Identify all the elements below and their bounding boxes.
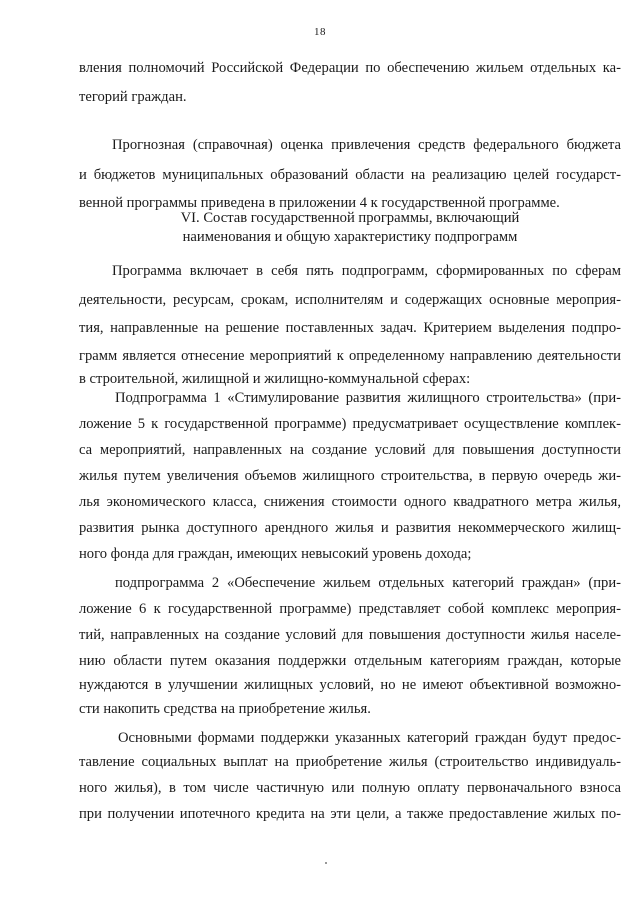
text-line: лья экономического класса, снижения стоимости одного квадратного метра жилья, — [79, 494, 621, 510]
text-line: Подпрограмма 1 «Стимулирование развития жилищного строительства» (при- — [115, 390, 621, 406]
text-line: в строительной, жилищной и жилищно-коммунальной сферах: — [79, 371, 471, 387]
section-heading-line-2: наименования и общую характеристику подпрограмм — [182, 229, 518, 245]
text-line: вления полномочий Российской Федерации по обеспечению жильем отдельных ка- — [79, 60, 621, 76]
text-line: нию области путем оказания поддержки отдельным категориям граждан, которые — [79, 653, 621, 669]
text-line: грамм является отнесение мероприятий к определенному направлению деятельности — [79, 348, 621, 364]
text-line: Основными формами поддержки указанных категорий граждан будут предос- — [118, 730, 621, 746]
text-line: венной программы приведена в приложении 4 к государственной программе. — [79, 195, 560, 211]
scan-speck — [325, 862, 327, 864]
text-line: нуждаются в улучшении жилищных условий, но не имеют объективной возможно- — [79, 677, 621, 693]
text-line: Прогнозная (справочная) оценка привлечения средств федерального бюджета — [112, 137, 621, 153]
text-line: при получении ипотечного кредита на эти цели, а также предоставление жилых по- — [79, 806, 621, 822]
text-line: ложение 6 к государственной программе) представляет собой комплекс мероприя- — [79, 601, 621, 617]
text-line: жилья путем увеличения объемов жилищного строительства, в первую очередь жи- — [79, 468, 621, 484]
text-line: сти накопить средства на приобретение жилья. — [79, 701, 371, 717]
text-line: ного жилья), в том числе частичную или полную оплату первоначального взноса — [79, 780, 621, 796]
text-line: ложение 5 к государственной программе) предусматривает осуществление комплек- — [79, 416, 621, 432]
text-line: развития рынка доступного арендного жилья и развития некоммерческого жилищ- — [79, 520, 621, 536]
text-line: Программа включает в себя пять подпрограмм, сформированных по сферам — [112, 263, 621, 279]
text-line: подпрограмма 2 «Обеспечение жильем отдельных категорий граждан» (при- — [115, 575, 621, 591]
text-line: тегорий граждан. — [79, 89, 187, 105]
text-line: ного фонда для граждан, имеющих невысокий уровень дохода; — [79, 546, 472, 562]
text-line: са мероприятий, направленных на создание условий для повышения доступности — [79, 442, 621, 458]
text-line: тавление социальных выплат на приобретение жилья (строительство индивидуаль- — [79, 754, 621, 770]
text-line: тий, направленных на создание условий для повышения доступности жилья населе- — [79, 627, 621, 643]
section-heading-line-1: VI. Состав государственной программы, включающий — [180, 210, 520, 226]
page-number: 18 — [314, 26, 326, 38]
text-line: тия, направленные на решение поставленных задач. Критерием выделения подпро- — [79, 320, 621, 336]
text-line: деятельности, ресурсам, срокам, исполнителям и содержащих основные мероприя- — [79, 292, 621, 308]
text-line: и бюджетов муниципальных образований области на реализацию целей государст- — [79, 167, 621, 183]
